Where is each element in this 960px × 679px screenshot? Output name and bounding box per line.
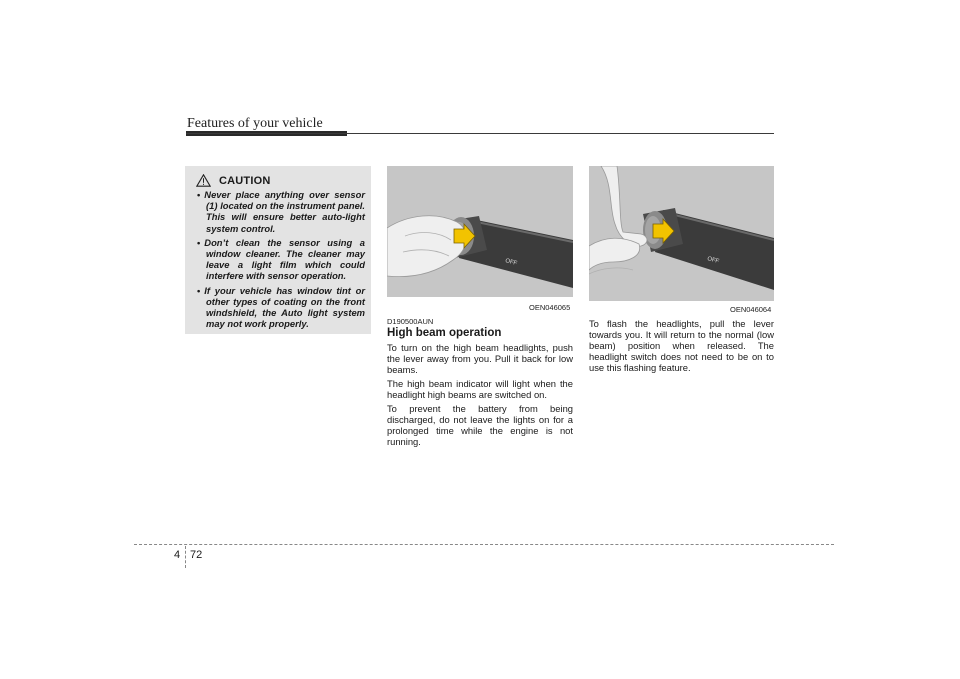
page-header-title: Features of your vehicle — [187, 116, 323, 131]
figure-label: OEN046065 — [529, 303, 571, 312]
caution-item: • Don’t clean the sensor using a window cleaner. The cleaner may leave a light film which could interfere with sensor operation. — [193, 237, 365, 282]
body-paragraph: The high beam indicator will light when the headlight high beams are switched on. — [387, 378, 573, 400]
body-paragraph: To prevent the battery from being discharged, do not leave the lights on for a prolonged time while the engine is not running. — [387, 403, 573, 447]
figure-label: OEN046064 — [730, 305, 772, 314]
footer-page-number: 72 — [190, 549, 203, 561]
lever-off-text: OFF — [706, 256, 720, 266]
lever-off-text: OFF — [504, 258, 518, 268]
push-lever-illustration — [387, 166, 573, 297]
body-paragraph: To flash the headlights, pull the lever towards you. It will return to the normal (low beam) position when released. The headlight switch does not need to be on to use this flashing feature. — [589, 318, 774, 373]
footer-chapter-number: 4 — [174, 549, 181, 561]
caution-box — [185, 166, 371, 334]
footer-rule — [134, 544, 834, 545]
section-body — [387, 342, 573, 450]
caution-title: CAUTION — [219, 174, 271, 187]
figure-pull-lever — [589, 166, 774, 301]
body-paragraph: To turn on the high beam headlights, push the lever away from you. Pull it back for low beams. — [387, 342, 573, 375]
pull-lever-illustration — [589, 166, 774, 301]
caution-item: • Never place anything over sensor (1) located on the instrument panel. This will ensure better auto-light system control. — [193, 189, 365, 234]
right-column-body — [589, 318, 774, 376]
caution-item: • If your vehicle has window tint or other types of coating on the front windshield, the Auto light system may not work properly. — [193, 285, 365, 330]
caution-list — [193, 189, 365, 329]
footer-divider — [185, 546, 186, 568]
warning-triangle-icon — [196, 174, 211, 187]
section-title: High beam operation — [387, 327, 502, 339]
section-code: D190500AUN — [387, 317, 434, 326]
header-rule — [186, 133, 774, 134]
caution-header — [196, 174, 365, 187]
figure-push-lever — [387, 166, 573, 297]
